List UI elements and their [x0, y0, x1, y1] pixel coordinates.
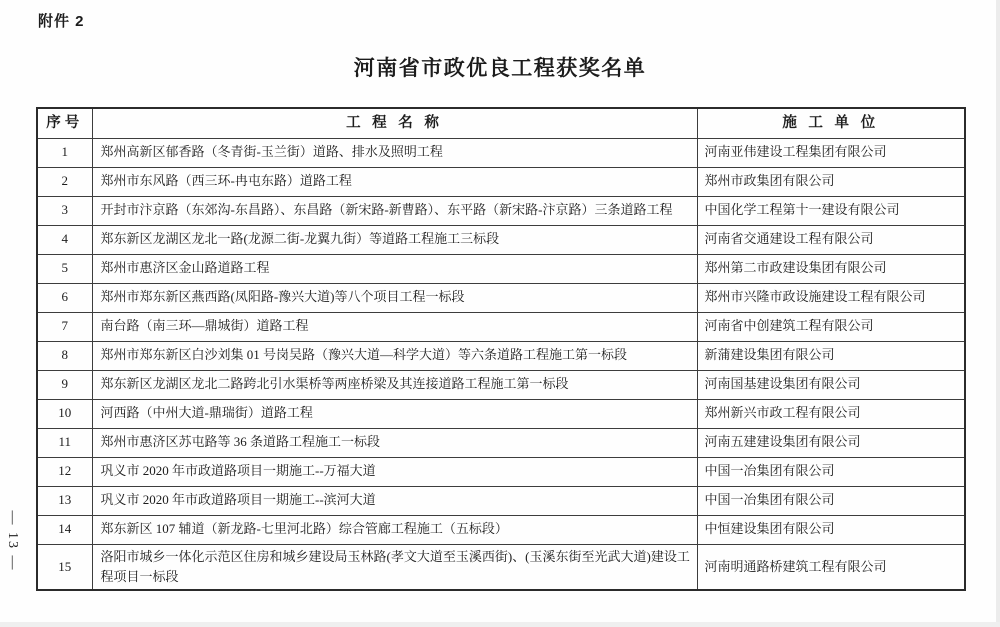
project-name: 郑东新区龙湖区龙北二路跨北引水渠桥等两座桥梁及其连接道路工程施工第一标段: [92, 370, 697, 399]
row-number: 8: [37, 341, 92, 370]
table-body: [37, 138, 965, 590]
column-header-project: 工 程 名 称: [92, 108, 697, 138]
construction-unit: 中恒建设集团有限公司: [697, 515, 965, 544]
project-name: 郑东新区 107 辅道（新龙路-七里河北路）综合管廊工程施工（五标段）: [92, 515, 697, 544]
row-number: 9: [37, 370, 92, 399]
construction-unit: 河南国基建设集团有限公司: [697, 370, 965, 399]
table-row: [37, 225, 965, 254]
construction-unit: 河南明通路桥建筑工程有限公司: [697, 544, 965, 590]
row-number: 13: [37, 486, 92, 515]
project-name: 开封市汴京路（东郊沟-东昌路）、东昌路（新宋路-新曹路）、东平路（新宋路-汴京路）三条道路工程: [92, 196, 697, 225]
construction-unit: 新蒲建设集团有限公司: [697, 341, 965, 370]
table-row: [37, 457, 965, 486]
table-row: [37, 138, 965, 167]
row-number: 3: [37, 196, 92, 225]
row-number: 7: [37, 312, 92, 341]
table-row: [37, 399, 965, 428]
row-number: 15: [37, 544, 92, 590]
column-header-unit: 施 工 单 位: [697, 108, 965, 138]
construction-unit: 中国化学工程第十一建设有限公司: [697, 196, 965, 225]
table-row: [37, 254, 965, 283]
row-number: 12: [37, 457, 92, 486]
row-number: 10: [37, 399, 92, 428]
row-number: 14: [37, 515, 92, 544]
row-number: 6: [37, 283, 92, 312]
page-title: 河南省市政优良工程获奖名单: [353, 57, 647, 80]
project-name: 郑州高新区郁香路（冬青街-玉兰街）道路、排水及照明工程: [92, 138, 697, 167]
table-row: [37, 283, 965, 312]
column-header-no: 序号: [37, 108, 92, 138]
project-name: 河西路（中州大道-鼎瑞街）道路工程: [92, 399, 697, 428]
table-row: [37, 196, 965, 225]
table-header: [37, 108, 965, 138]
row-number: 2: [37, 167, 92, 196]
attachment-label: 附件 2: [38, 13, 85, 30]
page-edge-bottom: [0, 622, 1000, 627]
table-row: [37, 428, 965, 457]
construction-unit: 河南五建建设集团有限公司: [697, 428, 965, 457]
project-name: 洛阳市城乡一体化示范区住房和城乡建设局玉林路(孝文大道至玉溪西街)、(玉溪东街至光武大道)建设工程项目一标段: [92, 544, 697, 590]
construction-unit: 中国一冶集团有限公司: [697, 486, 965, 515]
project-name: 郑州市惠济区金山路道路工程: [92, 254, 697, 283]
construction-unit: 河南亚伟建设工程集团有限公司: [697, 138, 965, 167]
construction-unit: 中国一冶集团有限公司: [697, 457, 965, 486]
table-row: [37, 370, 965, 399]
construction-unit: 河南省交通建设工程有限公司: [697, 225, 965, 254]
table-row: [37, 486, 965, 515]
row-number: 5: [37, 254, 92, 283]
construction-unit: 郑州市兴隆市政设施建设工程有限公司: [697, 283, 965, 312]
project-name: 郑州市郑东新区燕西路(凤阳路-豫兴大道)等八个项目工程一标段: [92, 283, 697, 312]
construction-unit: 郑州第二市政建设集团有限公司: [697, 254, 965, 283]
row-number: 4: [37, 225, 92, 254]
award-table: [36, 107, 966, 591]
table-row: [37, 167, 965, 196]
table-row: [37, 312, 965, 341]
project-name: 郑州市惠济区苏屯路等 36 条道路工程施工一标段: [92, 428, 697, 457]
table-row: [37, 544, 965, 590]
project-name: 郑州市郑东新区白沙刘集 01 号岗吴路（豫兴大道—科学大道）等六条道路工程施工第一标段: [92, 341, 697, 370]
construction-unit: 郑州市政集团有限公司: [697, 167, 965, 196]
page-edge-right: [996, 0, 1000, 627]
row-number: 1: [37, 138, 92, 167]
construction-unit: 郑州新兴市政工程有限公司: [697, 399, 965, 428]
project-name: 巩义市 2020 年市政道路项目一期施工--万福大道: [92, 457, 697, 486]
project-name: 巩义市 2020 年市政道路项目一期施工--滨河大道: [92, 486, 697, 515]
row-number: 11: [37, 428, 92, 457]
construction-unit: 河南省中创建筑工程有限公司: [697, 312, 965, 341]
table-row: [37, 341, 965, 370]
table-row: [37, 515, 965, 544]
project-name: 南台路（南三环—鼎城街）道路工程: [92, 312, 697, 341]
project-name: 郑州市东风路（西三环-冉屯东路）道路工程: [92, 167, 697, 196]
project-name: 郑东新区龙湖区龙北一路(龙源二街-龙翼九街）等道路工程施工三标段: [92, 225, 697, 254]
page-number: — 13 —: [5, 510, 20, 572]
